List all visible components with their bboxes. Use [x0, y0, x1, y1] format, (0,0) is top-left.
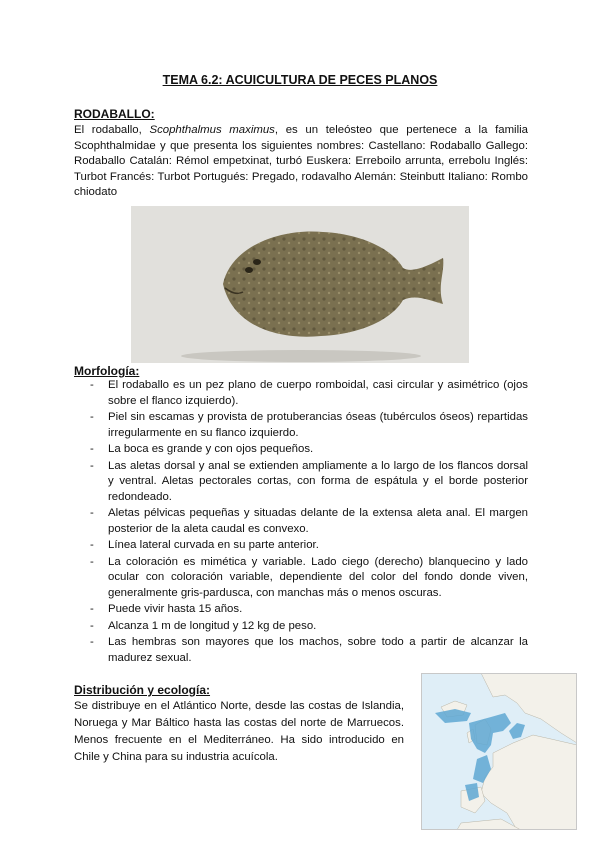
section-heading-distribucion: Distribución y ecología: — [74, 683, 211, 697]
list-item: - Piel sin escamas y provista de protuberancias óseas (tubérculos óseos) repartidas irregularmente en su flanco izquierdo. — [90, 410, 528, 441]
section-heading-rodaballo: RODABALLO: — [74, 107, 155, 121]
list-item: - Las hembras son mayores que los machos, sobre todo a partir de alcanzar la madurez sexual. — [90, 635, 528, 666]
list-item: - Puede vivir hasta 15 años. — [90, 602, 528, 618]
list-item: - La coloración es mimética y variable. Lado ciego (derecho) blanquecino y lado ocular con coloración variable, dependiente del color del fondo donde viven, generalmente gris-pardusca, con manchas más o menos oscuras. — [90, 555, 528, 602]
list-item: - Línea lateral curvada en su parte anterior. — [90, 538, 528, 554]
turbot-photo — [131, 206, 469, 363]
distribucion-text: Se distribuye en el Atlántico Norte, desde las costas de Islandia, Noruega y Mar Báltico hasta las costas del norte de Marruecos. Menos frecuente en el Mediterráneo. Ha sido introducido en Chile y China para su industria acuícola. — [74, 700, 404, 763]
list-item: - Las aletas dorsal y anal se extienden ampliamente a lo largo de los flancos dorsal y ventral. Aletas pectorales cortas, con forma de espátula y el borde posterior redondeado. — [90, 459, 528, 506]
rodaballo-intro: El rodaballo, Scophthalmus maximus, es un teleósteo que pertenece a la familia Scophthalmidae y que presenta los siguientes nombres: Castellano: Rodaballo Gallego: Rodaballo Catalán: Rémol empetxinat, turbó Euskera: Erreboilo arrunta, errebolu Inglés: Turbot Francés: Turbot Portugués: Pregado, rodavalho Alemán: Steinbutt Italiano: Rombo chiodato — [74, 124, 528, 198]
distribution-map — [421, 673, 577, 830]
list-item: - La boca es grande y con ojos pequeños. — [90, 442, 528, 458]
morfologia-list — [90, 378, 528, 667]
list-item: - Aletas pélvicas pequeñas y situadas delante de la extensa aleta anal. El margen posterior de la aleta caudal es convexo. — [90, 506, 528, 537]
section-heading-morfologia: Morfología: — [74, 364, 140, 378]
list-item: - El rodaballo es un pez plano de cuerpo romboidal, casi circular y asimétrico (ojos sobre el flanco izquierdo). — [90, 378, 528, 409]
list-item: - Alcanza 1 m de longitud y 12 kg de peso. — [90, 619, 528, 635]
page-title: TEMA 6.2: ACUICULTURA DE PECES PLANOS — [162, 73, 438, 87]
